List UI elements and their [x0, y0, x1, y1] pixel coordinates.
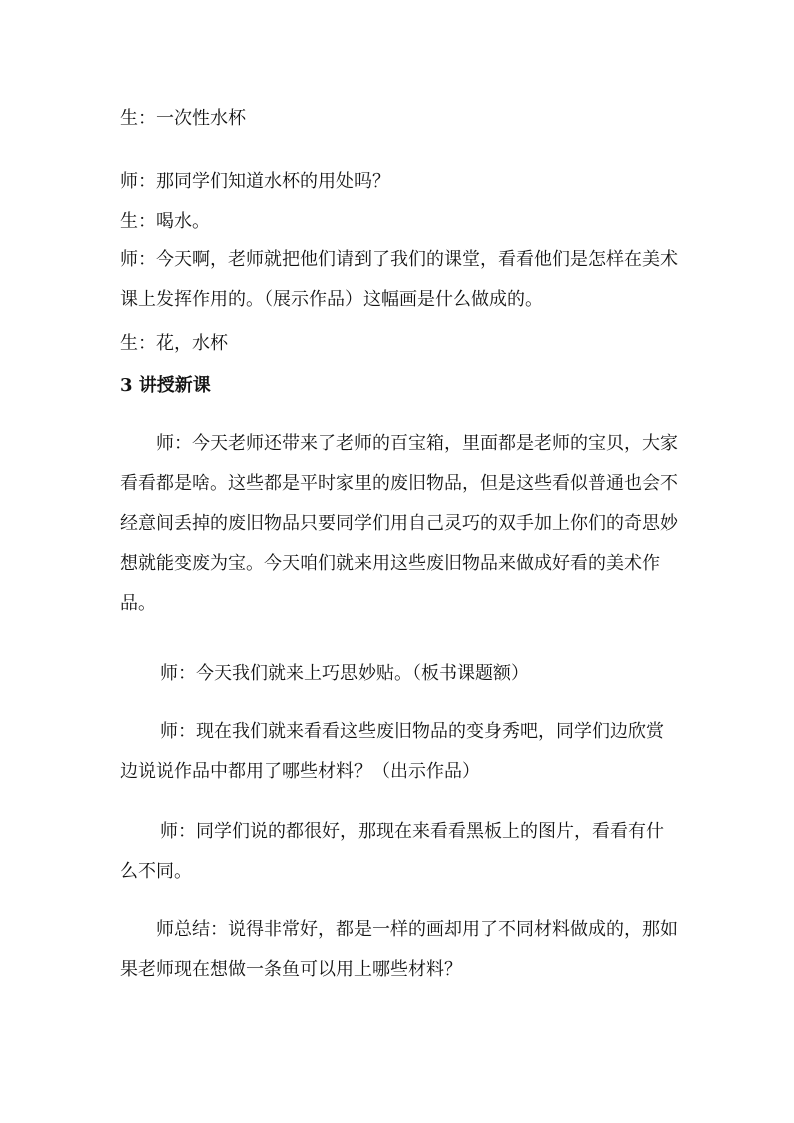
dialogue-line-student-1: 生：一次性水杯: [120, 108, 246, 129]
teacher-paragraph-4: 师：同学们说的都很好，那现在来看看黑板上的图片，看看有什么不同。: [120, 821, 664, 882]
dialogue-line-student-2: 生：喝水。: [120, 211, 210, 232]
teacher-summary: 师总结：说得非常好，都是一样的画却用了不同材料做成的，那如果老师现在想做一条鱼可以用上哪些材料？: [120, 919, 678, 980]
dialogue-line-teacher-1: 师：那同学们知道水杯的用处吗？: [120, 171, 390, 192]
teacher-paragraph-1: 师：今天老师还带来了老师的百宝箱，里面都是老师的宝贝，大家看看都是啥。这些都是平时家里的废旧物品，但是这些看似普通也会不经意间丢掉的废旧物品只要同学们用自己灵巧的双手加上你们的奇思妙想就能变废为宝。今天咱们就来用这些废旧物品来做成好看的美术作品。: [120, 433, 678, 614]
dialogue-line-teacher-2: 师：今天啊，老师就把他们请到了我们的课堂，看看他们是怎样在美术课上发挥作用的。（展示作品）这幅画是什么做成的。: [120, 249, 678, 310]
section-heading: 3 讲授新课: [120, 375, 211, 396]
teacher-paragraph-3: 师：现在我们就来看看这些废旧物品的变身秀吧，同学们边欣赏边说说作品中都用了哪些材料？（出示作品）: [120, 721, 664, 782]
teacher-paragraph-2: 师：今天我们就来上巧思妙贴。（板书课题额）: [160, 663, 529, 684]
dialogue-line-student-3: 生：花，水杯: [120, 333, 228, 354]
